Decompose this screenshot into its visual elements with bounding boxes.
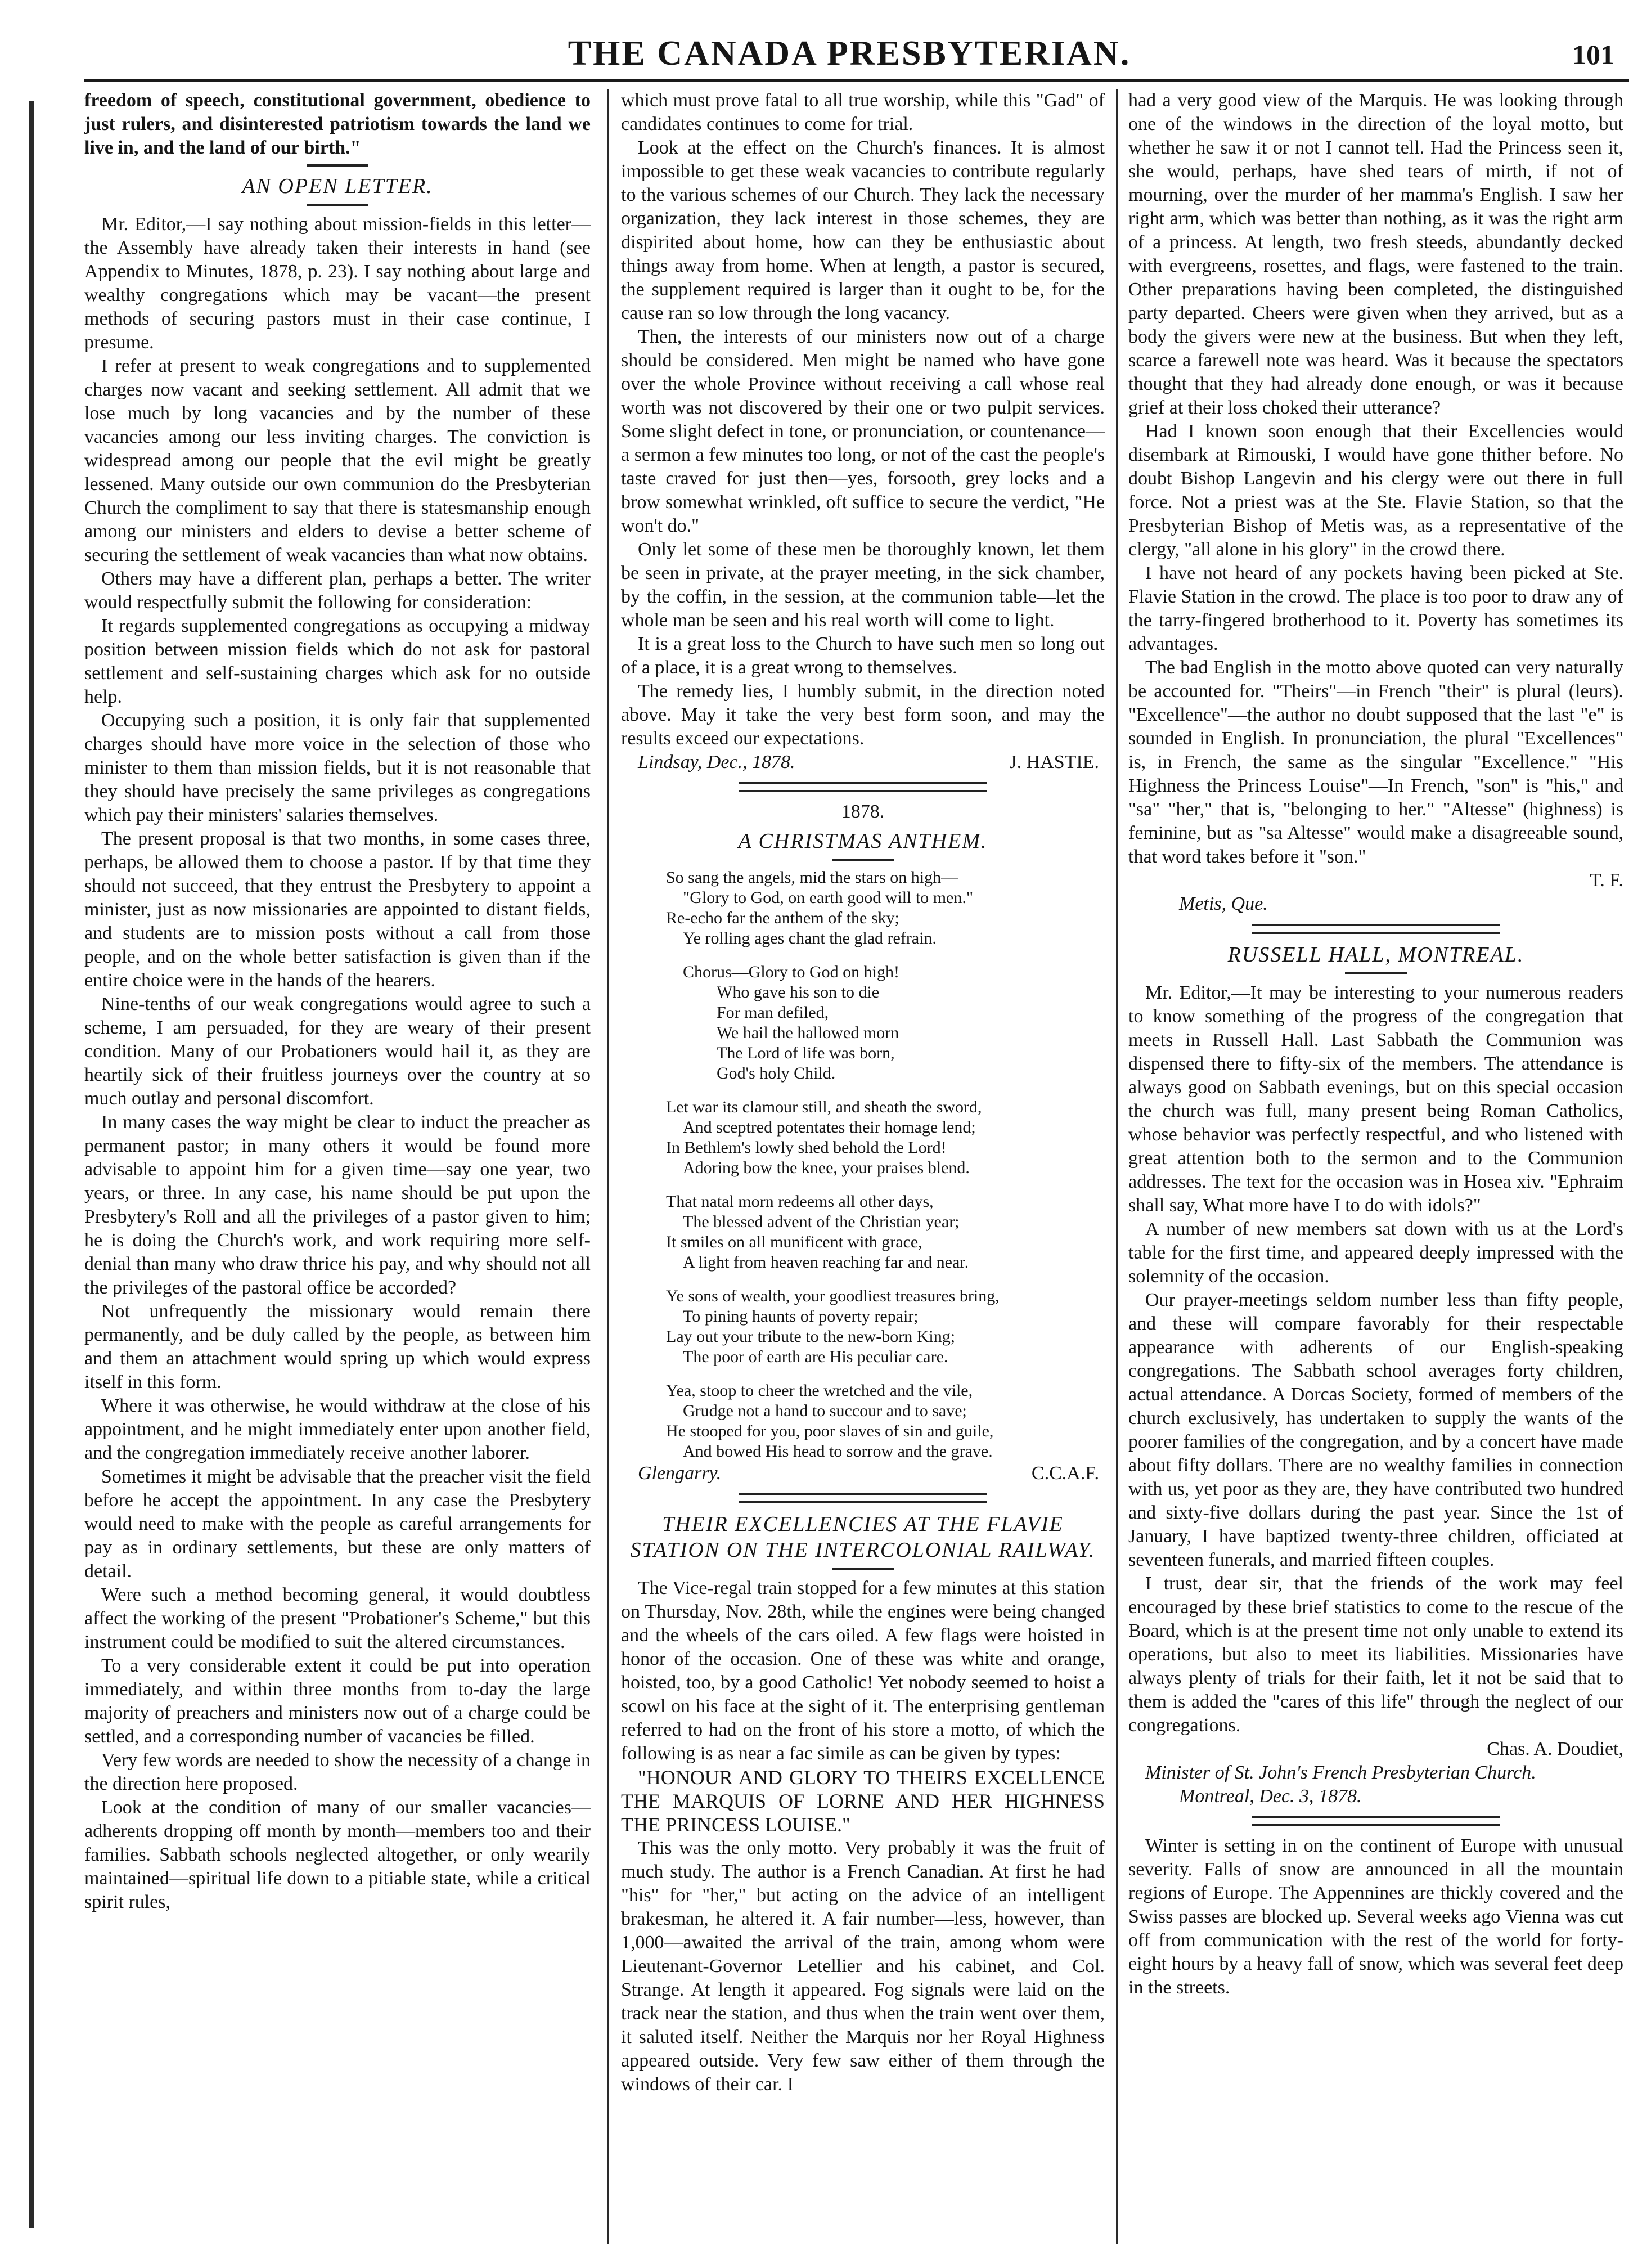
signature-name: Chas. A. Doudiet, xyxy=(1487,1739,1623,1759)
poem-line: So sang the angels, mid the stars on high— xyxy=(666,868,958,887)
divider xyxy=(307,164,368,167)
poem-line: He stooped for you, poor slaves of sin and guile, xyxy=(666,1422,994,1440)
poem-line: God's holy Child. xyxy=(717,1064,836,1083)
poem-line: It smiles on all munificent with grace, xyxy=(666,1233,922,1251)
paragraph-text: It may be interesting to your numerous readers to know something of the progress of the congregation that meets in Russell Hall. Last Sabbath the Communion was dispensed there to fifty-six of the members. The attendance is always good on Sabbath evenings, but on this special occasion the church was full, many present being Roman Catholics, whose behavior was perfectly respectful, and who listened with great attention both to the sermon and to the Communion addresses. The text for the occasion was in Hosea xiv. "Ephraim shall say, What more have I to do with idols?" xyxy=(1128,982,1623,1216)
masthead-rule xyxy=(84,79,1629,82)
poem-line: Who gave his son to die xyxy=(717,983,880,1001)
article-paragraph: The present proposal is that two months, in some cases three, perhaps, be allowed them to choose a pastor. If by that time they should not succeed, that they entrust the Presbytery to appoint a minister, just as now missionaries are appointed to distant fields, and students are to mission posts without a call from those people, and on the whole better satisfaction is given than if the entire choice were in the hands of the hearers. xyxy=(84,828,591,991)
poem-line: Yea, stoop to cheer the wretched and the vile, xyxy=(666,1381,973,1400)
column-3 xyxy=(1128,89,1623,2244)
article-paragraph: The Vice-regal train stopped for a few minutes at this station on Thursday, Nov. 28th, while the engines were being changed and the wheels of the cars oiled. A few flags were hoisted in honor of the occasion. One of these was white and orange, hoisted, too, by a good Catholic! Yet nobody seemed to hoist a scowl on his face at the sight of it. The enterprising gentleman referred to had on the front of his store a motto, of which the following is as near a fac simile as can be given by types: xyxy=(621,1578,1105,1764)
article-paragraph: Where it was otherwise, he would withdraw at the close of his appointment, and he might immediately enter upon another field, and the congregation immediately receive another laborer. xyxy=(84,1395,591,1463)
divider xyxy=(832,1568,894,1570)
article-paragraph: Were such a method becoming general, it would doubtless affect the working of the present "Probationer's Scheme," but this instrument could be modified to suit the altered circumstances. xyxy=(84,1584,591,1652)
publication-title: THE CANADA PRESBYTERIAN. xyxy=(568,34,1131,73)
article-paragraph xyxy=(84,213,591,354)
poem-line: Grudge not a hand to succour and to save; xyxy=(683,1402,967,1420)
article-paragraph: A number of new members sat down with us at the Lord's table for the first time, and appeared deeply impressed with the solemnity of the occasion. xyxy=(1128,1219,1623,1287)
signature-place: Metis, Que. xyxy=(1179,893,1268,914)
poem-line: Adoring bow the knee, your praises blend. xyxy=(683,1158,970,1177)
lead-word: Winter xyxy=(1145,1835,1198,1856)
article-paragraph: Nine-tenths of our weak congregations would agree to such a scheme, I am persuaded, for they are weary of their present condition. Many of our Probationers would hail it, as they are heartily sick of their fruitless journeys over the country at so much outlay and personal discomfort. xyxy=(84,994,591,1109)
binding-edge xyxy=(29,101,34,2228)
article-paragraph: Look at the condition of many of our smaller vacancies—adherents dropping off month by month—members too and their families. Sabbath schools neglected altogether, or only wearily maintained—spiritual life down to a pitiable state, while a critical spirit rules, xyxy=(84,1797,591,1912)
signature-place: Montreal, Dec. 3, 1878. xyxy=(1179,1786,1362,1807)
poem-line: Ye sons of wealth, your goodliest treasures bring, xyxy=(666,1287,1000,1305)
page-number: 101 xyxy=(1572,39,1614,70)
article-paragraph: The remedy lies, I humbly submit, in the direction noted above. May it take the very best form soon, and may the results exceed our expectations. xyxy=(621,681,1105,749)
article-heading: RUSSELL HALL, MONTREAL. xyxy=(1227,943,1524,967)
article-paragraph: This was the only motto. Very probably it was the fruit of much study. The author is a French Canadian. At first he had "his" for "her," but acting on the advice of an intelligent brakesman, he altered it. A fair number—less, however, than 1,000—awaited the arrival of the train, among whom were Lieutenant-Governor Letellier and his cabinet, and Col. Strange. At length it appeared. Fog signals were laid on the track near the station, and thus when the train went over them, it saluted itself. Neither the Marquis nor her Royal Highness appeared outside. Very few saw either of them through the windows of their car. I xyxy=(621,1838,1105,2095)
divider xyxy=(1345,972,1407,974)
article-paragraph: In many cases the way might be clear to induct the preacher as permanent pastor; in many others it would be found more advisable to appoint him for a given time—say one year, two years, or three. In any case, his name should be put upon the Presbytery's Roll and all the privileges of a pastor given to him; he is doing the Church's work, and work requiring more self-denial than many who draw thrice his pay, and why should not all the privileges of the pastoral office be accorded? xyxy=(84,1112,591,1298)
signature-name: J. HASTIE. xyxy=(1009,752,1099,773)
signature-name: T. F. xyxy=(1590,870,1623,891)
column-2 xyxy=(621,89,1105,2244)
article-paragraph: Not unfrequently the missionary would remain there permanently, and be duly called by the people, as between him and them an attachment would spring up which would express itself in this form. xyxy=(84,1301,591,1393)
article-paragraph: Look at the effect on the Church's finances. It is almost impossible to get these weak vacancies to contribute regularly to the various schemes of our Church. They lack the necessary organization, they lack interest in those schemes, they are dispirited about home, how can they be enthusiastic about things away from home. When at length, a pastor is secured, the supplement required is larger than it ought to be, for the cause ran so low through the long vacancy. xyxy=(621,137,1105,324)
section-divider xyxy=(1252,924,1500,934)
section-divider xyxy=(739,782,987,792)
article-heading: THEIR EXCELLENCIES AT THE FLAVIE STATION ON THE INTERCOLONIAL RAILWAY. xyxy=(630,1512,1096,1562)
section-divider xyxy=(739,1493,987,1503)
masthead xyxy=(84,34,1614,73)
article-paragraph: Very few words are needed to show the necessity of a change in the direction here proposed. xyxy=(84,1750,591,1794)
salutation: Mr. Editor,— xyxy=(101,214,206,235)
article-paragraph: Occupying such a position, it is only fair that supplemented charges should have more voice in the selection of those who minister to them than mission fields, but it is not reasonable that they should have precisely the same privileges as congregations which pay their ministers' salaries themselves. xyxy=(84,710,591,825)
poem-line: "Glory to God, on earth good will to men." xyxy=(683,888,974,907)
column-rule xyxy=(608,89,609,2244)
poem-line: And sceptred potentates their homage lend; xyxy=(683,1118,976,1137)
poem-line: The Lord of life was born, xyxy=(717,1044,895,1062)
poem-title: A CHRISTMAS ANTHEM. xyxy=(738,829,988,853)
article-paragraph: Others may have a different plan, perhaps a better. The writer would respectfully submit the following for consideration: xyxy=(84,568,591,613)
section-divider xyxy=(1252,1816,1500,1826)
poem-line: The blessed advent of the Christian year; xyxy=(683,1212,960,1231)
poem-line: To pining haunts of poverty repair; xyxy=(683,1307,919,1326)
article-text: freedom of speech, constitutional government, obedience to just rulers, and disinterested patriotism towards the land we live in, and the land of our birth." xyxy=(84,90,591,158)
article-heading: AN OPEN LETTER. xyxy=(242,174,433,198)
article-paragraph: Our prayer-meetings seldom number less than fifty people, and these will compare favorably for their respectable appearance with adherents of our English-speaking congregations. The Sabbath school averages forty children, actual attendance. A Dorcas Society, formed of members of the church exclusively, has undertaken to supply the wants of the poorer families of the congregation, and by a concert have made about fifty dollars. There are no wealthy families in connection with us, yet poor as they are, they have contributed two hundred and sixty-five dollars during the past year. Since the 1st of January, I have baptized twenty-three children, officiated at seventeen funerals, and married fifteen couples. xyxy=(1128,1290,1623,1570)
salutation: Mr. Editor,— xyxy=(1145,982,1250,1003)
column-1 xyxy=(84,89,591,2244)
poem-line: Ye rolling ages chant the glad refrain. xyxy=(683,929,937,947)
article-paragraph: which must prove fatal to all true worship, while this "Gad" of candidates continues to come for trial. xyxy=(621,90,1105,134)
signature-title: Minister of St. John's French Presbyterian Church. xyxy=(1145,1762,1536,1783)
article-paragraph: I have not heard of any pockets having been picked at Ste. Flavie Station in the crowd. The place is too poor to draw any of the tarry-fingered brotherhood to it. Poverty has sometimes its advantages. xyxy=(1128,563,1623,654)
poem-line: And bowed His head to sorrow and the grave. xyxy=(683,1442,993,1461)
poem-line: That natal morn redeems all other days, xyxy=(666,1192,934,1211)
article-paragraph: I refer at present to weak congregations and to supplemented charges now vacant and seeking settlement. All admit that we lose much by long vacancies and by the number of these vacancies among our less inviting charges. The conviction is widespread among our people that the evil might be greatly lessened. Many outside our own communion do the Presbyterian Church the compliment to say that there is statesmanship enough among our ministers and elders to devise a better scheme of securing the settlement of weak vacancies than what now obtains. xyxy=(84,356,591,565)
article-paragraph: To a very considerable extent it could be put into operation immediately, and within three months from to-day the large majority of preachers and ministers now out of a charge could be settled, and a corresponding number of vacancies be filled. xyxy=(84,1655,591,1747)
poem xyxy=(666,868,1105,1462)
poem-line: A light from heaven reaching far and near. xyxy=(683,1253,969,1272)
article-paragraph: I trust, dear sir, that the friends of the work may feel encouraged by these brief statistics to come to the rescue of the Board, which is at the present time not only unable to extend its operations, but also to meet its liabilities. Missionaries have always plenty of trials for their faith, let it not be said that to them is added the "cares of this life" through the neglect of our congregations. xyxy=(1128,1573,1623,1736)
column-rule xyxy=(1116,89,1118,2244)
signature-place: Glengarry. xyxy=(638,1463,722,1484)
paragraph-text: I say nothing about mission-fields in this letter—the Assembly have already taken their interests in hand (see Appendix to Minutes, 1878, p. 23). I say nothing about large and wealthy congregations which may be vacant—the present methods of securing pastors must in their case continue, I presume. xyxy=(84,214,591,353)
poem-line: In Bethlem's lowly shed behold the Lord! xyxy=(666,1138,947,1157)
poem-line: Re-echo far the anthem of the sky; xyxy=(666,909,899,927)
motto-text: "HONOUR AND GLORY TO THEIRS EXCELLENCE THE MARQUIS OF LORNE AND HER HIGHNESS THE PRINCESS LOUISE." xyxy=(621,1766,1105,1836)
signature-name: C.C.A.F. xyxy=(1031,1463,1099,1484)
article-paragraph: Then, the interests of our ministers now out of a charge should be considered. Men might be named who have gone over the whole Province without receiving a call whose real worth was not discovered by their one or two pulpit services. Some slight defect in tone, or pronunciation, or countenance—a sermon a few minutes too long, or not of the cast the people's taste craved for just then—yes, forsooth, grey locks and a brow somewhat wrinkled, oft suffice to secure the verdict, "He won't do." xyxy=(621,326,1105,536)
poem-line: Lay out your tribute to the new-born King; xyxy=(666,1327,956,1346)
poem-line: The poor of earth are His peculiar care. xyxy=(683,1348,948,1366)
poem-year: 1878. xyxy=(841,801,885,822)
divider xyxy=(832,859,894,861)
poem-line: Chorus—Glory to God on high! xyxy=(683,963,899,981)
signature-place: Lindsay, Dec., 1878. xyxy=(638,752,795,773)
poem-line: Let war its clamour still, and sheath the sword, xyxy=(666,1098,982,1116)
article-paragraph: It is a great loss to the Church to have such men so long out of a place, it is a great wrong to themselves. xyxy=(621,634,1105,678)
article-paragraph: Had I known soon enough that their Excellencies would disembark at Rimouski, I would have gone thither before. No doubt Bishop Langevin and his clergy were out there in full force. Not a priest was at the Ste. Flavie Station, so that the Presbyterian Bishop of Metis was, as a representative of the clergy, "all alone in his glory" in the crowd there. xyxy=(1128,421,1623,560)
signature-line xyxy=(621,751,1105,774)
signature-line xyxy=(621,1462,1105,1485)
article-paragraph: Only let some of these men be thoroughly known, let them be seen in private, at the prayer meeting, in the sick chamber, by the coffin, in the session, at the communion table—let the whole man be seen and his real worth will come to light. xyxy=(621,539,1105,631)
paragraph-text: is setting in on the continent of Europe with unusual severity. Falls of snow are announced in all the mountain regions of Europe. The Appennines are thickly covered and the Swiss passes are blocked up. Several weeks ago Vienna was cut off from communication with the rest of the world for forty-eight hours by a heavy fall of snow, which was several feet deep in the streets. xyxy=(1128,1835,1623,1998)
article-paragraph: It regards supplemented congregations as occupying a midway position between mission fields which do not ask for pastoral settlement and self-sustaining charges which ask for no outside help. xyxy=(84,616,591,707)
divider xyxy=(307,204,368,206)
article-paragraph: had a very good view of the Marquis. He was looking through one of the windows in the direction of the loyal motto, but whether he saw it or not I cannot tell. Had the Princess seen it, she would, perhaps, have shed tears of mirth, if not of mourning, over the murder of her mamma's English. I saw her right arm, which was better than nothing, as it was the right arm of a princess. At length, two fresh steeds, abundantly decked with evergreens, rosettes, and flags, were fastened to the train. Other preparations having been completed, the distinguished party departed. Cheers were given when they arrived, but as a body the givers were new at the business. But when they left, scarce a farewell note was heard. Was it because the spectators thought that they had already done enough, or was it because grief at their loss choked their utterance? xyxy=(1128,90,1623,418)
poem-line: For man defiled, xyxy=(717,1003,829,1022)
article-paragraph xyxy=(1128,1834,1623,2000)
poem-line: We hail the hallowed morn xyxy=(717,1023,899,1042)
article-paragraph: The bad English in the motto above quoted can very naturally be accounted for. "Theirs"—in French "their" is plural (leurs). "Excellence"—the author no doubt supposed that the last "e" is sounded in English. In pronunciation, the plural "Excellences" is, in French, the same as the singular "Excellence." "His Highness the Princess Louise"—In French, "son" is "his," and "sa" "her," that is, "belonging to her." "Altesse" (highness) is feminine, but as "sa Altesse" would make a disagreeable sound, that word takes before it "son." xyxy=(1128,657,1623,867)
article-paragraph xyxy=(1128,981,1623,1218)
article-paragraph: Sometimes it might be advisable that the preacher visit the field before he accept the appointment. In any case the Presbytery would need to make with the people as careful arrangements for pay as in ordinary settlements, but these are only matters of detail. xyxy=(84,1466,591,1582)
